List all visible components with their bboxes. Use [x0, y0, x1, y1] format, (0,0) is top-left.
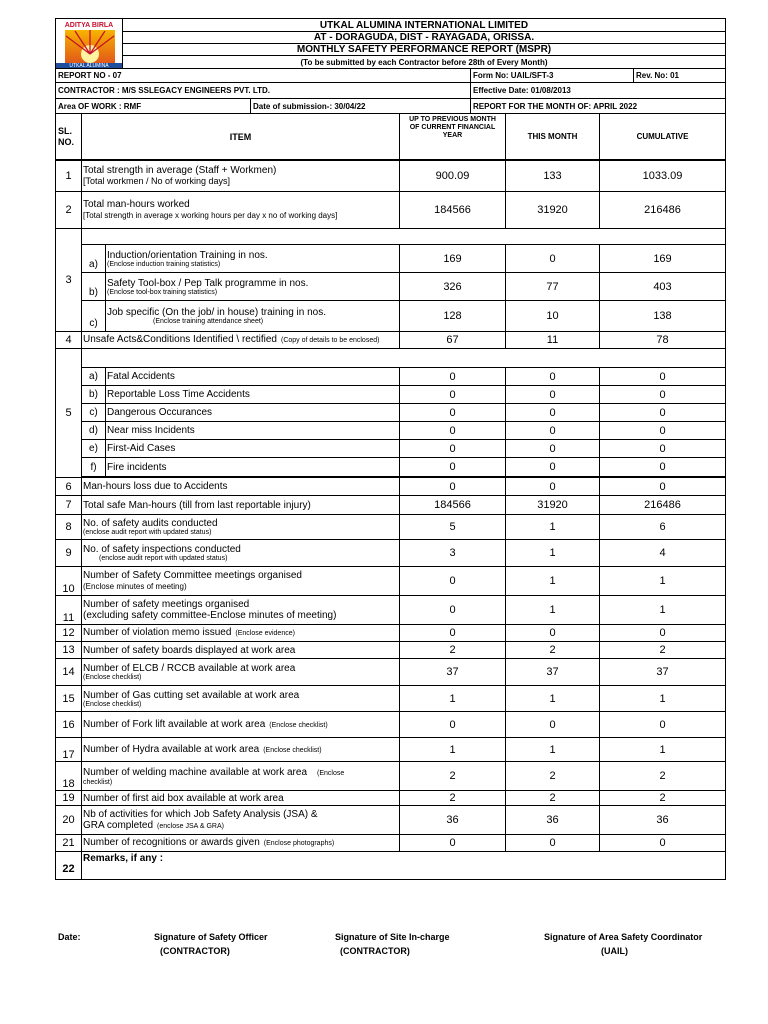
row-5a-month: 0	[505, 367, 600, 386]
row-3c-month: 10	[505, 300, 600, 332]
item-text: No. of safety audits conducted	[83, 518, 218, 529]
row-5a-cum: 0	[599, 367, 726, 386]
submit-note: (To be submitted by each Contractor before 28th of Every Month)	[122, 55, 726, 69]
item-row-18	[81, 761, 400, 791]
row-4-cum: 78	[599, 331, 726, 349]
item-line	[83, 334, 399, 346]
item-text: Number of welding machine available at work area	[83, 766, 308, 778]
item-text: Number of Fork lift available at work area	[83, 718, 266, 730]
item-note: (Enclose checklist)	[83, 700, 142, 708]
item-note: (Enclose training attendance sheet)	[153, 318, 264, 325]
column-header-cumulative: CUMULATIVE	[599, 113, 726, 160]
row-18-cum: 2	[599, 761, 726, 791]
item-note: (Enclose minutes of meeting)	[83, 582, 187, 591]
row-21-month: 0	[505, 834, 600, 852]
row-6-month: 0	[505, 477, 600, 496]
site-incharge-role: (CONTRACTOR)	[340, 946, 410, 956]
item-line	[83, 719, 399, 731]
remarks-field[interactable]: Remarks, if any :	[81, 851, 726, 880]
submission-date: Date of submission-: 30/04/22	[250, 98, 471, 114]
row-3b-prev: 326	[399, 272, 506, 301]
row-12-month: 0	[505, 624, 600, 642]
row-11-prev: 0	[399, 595, 506, 625]
logo-brand-text: ADITYA BIRLA	[64, 22, 114, 29]
item-text: Total safe Man-hours (till from last reportable injury)	[83, 499, 311, 511]
item-row-1	[81, 160, 400, 192]
row-5b-prev: 0	[399, 385, 506, 404]
row-13-prev: 2	[399, 641, 506, 659]
effective-date: Effective Date: 01/08/2013	[470, 82, 726, 99]
area-of-work: Area OF WORK : RMF	[55, 98, 251, 114]
item-line	[83, 837, 399, 849]
row-6-prev: 0	[399, 477, 506, 496]
sl-no-18: 18	[55, 761, 82, 791]
column-header-sl: SL. NO.	[55, 113, 82, 160]
row-2-cum: 216486	[599, 191, 726, 229]
row-11-month: 1	[505, 595, 600, 625]
row-9-cum: 4	[599, 539, 726, 567]
item-row-17	[81, 737, 400, 762]
item-row-10	[81, 566, 400, 596]
sl-no-16: 16	[55, 711, 82, 738]
area-coordinator-role: (UAIL)	[601, 946, 628, 956]
revision-number: Rev. No: 01	[633, 68, 726, 83]
item-note: (Enclose checklist)	[83, 674, 142, 681]
item-line	[83, 744, 399, 756]
item-text: Fatal Accidents	[107, 371, 175, 382]
row-16-cum: 0	[599, 711, 726, 738]
item-text: Reportable Loss Time Accidents	[107, 389, 250, 400]
item-line	[83, 820, 399, 832]
row-14-prev: 37	[399, 658, 506, 686]
item-note: (Enclose	[317, 769, 345, 777]
row-19-month: 2	[505, 790, 600, 806]
item-row-12	[81, 624, 400, 642]
row-8-cum: 6	[599, 514, 726, 540]
item-text: Number of Safety Committee meetings organised	[83, 570, 302, 581]
item-text: Man-hours loss due to Accidents	[83, 481, 228, 492]
row-5f-prev: 0	[399, 457, 506, 477]
sl-no-22: 22	[55, 851, 82, 880]
row-18-month: 2	[505, 761, 600, 791]
sl-no-12: 12	[55, 624, 82, 642]
row-20-cum: 36	[599, 805, 726, 835]
row-10-month: 1	[505, 566, 600, 596]
item-row-13	[81, 641, 400, 659]
item-line	[83, 767, 399, 779]
row-1-month: 133	[505, 160, 600, 192]
item-text-2: GRA completed	[83, 819, 154, 831]
item-row-15	[81, 685, 400, 712]
item-row-7	[81, 495, 400, 515]
row-5c-cum: 0	[599, 403, 726, 422]
row-5e-prev: 0	[399, 439, 506, 458]
row-2-month: 31920	[505, 191, 600, 229]
item-row-16	[81, 711, 400, 738]
item-note: (Enclose photographs)	[263, 840, 335, 847]
item-note: [Total workmen / No of working days]	[83, 176, 231, 186]
sl-no-4: 4	[55, 331, 82, 349]
sl-no-7: 7	[55, 495, 82, 515]
item-note: (Enclose evidence)	[235, 630, 295, 637]
footer-date-label: Date:	[58, 932, 81, 942]
item-note: (Enclose induction training statistics)	[107, 260, 221, 268]
sl-no-15: 15	[55, 685, 82, 712]
item-text: Number of Hydra available at work area	[83, 743, 260, 755]
row-9-month: 1	[505, 539, 600, 567]
item-row-5c	[105, 403, 400, 422]
row-12-prev: 0	[399, 624, 506, 642]
row-4-prev: 67	[399, 331, 506, 349]
item-row-5d	[105, 421, 400, 440]
item-text: Number of Gas cutting set available at work area	[83, 689, 300, 701]
column-header-item: ITEM	[81, 113, 400, 160]
sl-no-6: 6	[55, 477, 82, 496]
row-5e-cum: 0	[599, 439, 726, 458]
sl-no-10: 10	[55, 566, 82, 596]
row-3a-prev: 169	[399, 244, 506, 273]
group-5-blank	[81, 348, 726, 368]
row-12-cum: 0	[599, 624, 726, 642]
item-note: [Total strength in average x working hours per day x no of working days]	[83, 211, 338, 220]
row-9-prev: 3	[399, 539, 506, 567]
row-5d-month: 0	[505, 421, 600, 440]
item-text: Induction/orientation Training in nos.	[107, 249, 268, 261]
row-15-prev: 1	[399, 685, 506, 712]
row-17-cum: 1	[599, 737, 726, 762]
row-18-prev: 2	[399, 761, 506, 791]
company-name: UTKAL ALUMINA INTERNATIONAL LIMITED	[122, 18, 726, 32]
sl-no-3: 3	[55, 228, 82, 332]
item-row-6	[81, 477, 400, 496]
item-line	[83, 627, 399, 639]
item-note: (Enclose checklist)	[269, 721, 328, 729]
row-7-month: 31920	[505, 495, 600, 515]
sl-no-13: 13	[55, 641, 82, 659]
row-15-month: 1	[505, 685, 600, 712]
row-5f-month: 0	[505, 457, 600, 477]
sl-no-19: 19	[55, 790, 82, 806]
row-5d-prev: 0	[399, 421, 506, 440]
rising-sun-logo-icon	[57, 30, 123, 64]
row-20-month: 36	[505, 805, 600, 835]
row-11-cum: 1	[599, 595, 726, 625]
item-text: Number of ELCB / RCCB available at work area	[83, 663, 296, 674]
sub-label-5a: a)	[81, 367, 106, 386]
item-text: Safety Tool-box / Pep Talk programme in nos.	[107, 277, 309, 289]
sub-label-3a: a)	[81, 244, 106, 273]
sub-label-5e: e)	[81, 439, 106, 458]
item-text: Number of first aid box available at work area	[83, 792, 284, 804]
sl-no-11: 11	[55, 595, 82, 625]
item-text: Fire incidents	[107, 461, 167, 473]
item-row-5e	[105, 439, 400, 458]
sub-label-3b: b)	[81, 272, 106, 301]
report-month: REPORT FOR THE MONTH OF: APRIL 2022	[470, 98, 726, 114]
item-row-5a	[105, 367, 400, 386]
item-text: Total man-hours worked	[83, 199, 190, 210]
row-3b-cum: 403	[599, 272, 726, 301]
row-5c-month: 0	[505, 403, 600, 422]
item-note: (Enclose tool-box training statistics)	[107, 288, 218, 296]
row-8-month: 1	[505, 514, 600, 540]
row-5c-prev: 0	[399, 403, 506, 422]
column-header-previous: UP TO PREVIOUS MONTH OF CURRENT FINANCIAL YEAR	[399, 113, 506, 160]
item-row-21	[81, 834, 400, 852]
row-5f-cum: 0	[599, 457, 726, 477]
item-text: Job specific (On the job/ in house) training in nos.	[107, 307, 327, 318]
item-text: Total strength in average (Staff + Workmen)	[83, 165, 277, 176]
item-text: First-Aid Cases	[107, 443, 176, 454]
row-5e-month: 0	[505, 439, 600, 458]
logo-unit-label: UTKAL ALUMINA	[56, 63, 122, 69]
row-15-cum: 1	[599, 685, 726, 712]
column-header-this-month: THIS MONTH	[505, 113, 600, 160]
row-21-cum: 0	[599, 834, 726, 852]
item-note: (Copy of details to be enclosed)	[281, 337, 380, 344]
contractor-name: CONTRACTOR : M/S SSLEGACY ENGINEERS PVT. LTD.	[55, 82, 471, 99]
item-text: Near miss Incidents	[107, 425, 195, 436]
sl-no-14: 14	[55, 658, 82, 686]
item-text: Number of recognitions or awards given	[83, 837, 260, 848]
item-row-19	[81, 790, 400, 806]
item-note-2: checklist)	[83, 778, 113, 786]
sl-no-2: 2	[55, 191, 82, 229]
row-16-month: 0	[505, 711, 600, 738]
row-3b-month: 77	[505, 272, 600, 301]
row-13-cum: 2	[599, 641, 726, 659]
item-row-9	[81, 539, 400, 567]
item-note: (enclose JSA & GRA)	[157, 822, 224, 830]
logo-box	[55, 18, 123, 69]
row-8-prev: 5	[399, 514, 506, 540]
group-3-blank	[81, 228, 726, 245]
item-row-2	[81, 191, 400, 229]
row-14-cum: 37	[599, 658, 726, 686]
sl-no-1: 1	[55, 160, 82, 192]
row-17-prev: 1	[399, 737, 506, 762]
row-7-cum: 216486	[599, 495, 726, 515]
item-text: Number of violation memo issued	[83, 627, 232, 638]
item-text: Number of safety boards displayed at work area	[83, 644, 296, 656]
sub-label-3c: c)	[81, 300, 106, 332]
row-1-prev: 900.09	[399, 160, 506, 192]
item-note: (Enclose checklist)	[263, 746, 322, 754]
row-1-cum: 1033.09	[599, 160, 726, 192]
row-16-prev: 0	[399, 711, 506, 738]
row-3c-prev: 128	[399, 300, 506, 332]
row-3c-cum: 138	[599, 300, 726, 332]
sl-no-21: 21	[55, 834, 82, 852]
sl-no-5: 5	[55, 348, 82, 478]
sub-label-5c: c)	[81, 403, 106, 422]
row-4-month: 11	[505, 331, 600, 349]
report-title: MONTHLY SAFETY PERFORMANCE REPORT (MSPR)	[122, 43, 726, 56]
row-13-month: 2	[505, 641, 600, 659]
item-row-8	[81, 514, 400, 540]
sub-label-5d: d)	[81, 421, 106, 440]
item-row-3a	[105, 244, 400, 273]
row-14-month: 37	[505, 658, 600, 686]
row-5b-cum: 0	[599, 385, 726, 404]
item-note: (excluding safety committee-Enclose minutes of meeting)	[83, 610, 337, 621]
safety-officer-signature-label: Signature of Safety Officer	[154, 932, 268, 942]
item-text: Number of safety meetings organised	[83, 599, 250, 610]
sl-no-20: 20	[55, 805, 82, 835]
item-row-5b	[105, 385, 400, 404]
row-7-prev: 184566	[399, 495, 506, 515]
row-5a-prev: 0	[399, 367, 506, 386]
row-5d-cum: 0	[599, 421, 726, 440]
item-text: Dangerous Occurances	[107, 407, 213, 418]
item-row-20	[81, 805, 400, 835]
row-3a-cum: 169	[599, 244, 726, 273]
sl-no-17: 17	[55, 737, 82, 762]
item-note: (enclose audit report with updated status)	[83, 529, 212, 536]
safety-officer-role: (CONTRACTOR)	[160, 946, 230, 956]
item-row-5f	[105, 457, 400, 477]
row-19-prev: 2	[399, 790, 506, 806]
item-row-14	[81, 658, 400, 686]
row-21-prev: 0	[399, 834, 506, 852]
company-address: AT - DORAGUDA, DIST - RAYAGADA, ORISSA.	[122, 31, 726, 44]
item-row-11	[81, 595, 400, 625]
item-text: Nb of activities for which Job Safety Analysis (JSA) &	[83, 808, 318, 820]
form-number: Form No: UAIL/SFT-3	[470, 68, 634, 83]
row-19-cum: 2	[599, 790, 726, 806]
item-row-4	[81, 331, 400, 349]
item-row-3b	[105, 272, 400, 301]
item-text: No. of safety inspections conducted	[83, 544, 241, 555]
row-6-cum: 0	[599, 477, 726, 496]
sub-label-5f: f)	[81, 457, 106, 477]
row-5b-month: 0	[505, 385, 600, 404]
row-2-prev: 184566	[399, 191, 506, 229]
sl-no-8: 8	[55, 514, 82, 540]
item-note: (enclose audit report with updated status)	[99, 555, 228, 562]
site-incharge-signature-label: Signature of Site In-charge	[335, 932, 450, 942]
row-3a-month: 0	[505, 244, 600, 273]
area-coordinator-signature-label: Signature of Area Safety Coordinator	[544, 932, 703, 942]
row-17-month: 1	[505, 737, 600, 762]
sl-no-9: 9	[55, 539, 82, 567]
row-20-prev: 36	[399, 805, 506, 835]
item-row-3c	[105, 300, 400, 332]
row-10-prev: 0	[399, 566, 506, 596]
sub-label-5b: b)	[81, 385, 106, 404]
row-10-cum: 1	[599, 566, 726, 596]
report-number: REPORT NO - 07	[55, 68, 471, 83]
item-text: Unsafe Acts&Conditions Identified \ rectified	[83, 334, 277, 345]
